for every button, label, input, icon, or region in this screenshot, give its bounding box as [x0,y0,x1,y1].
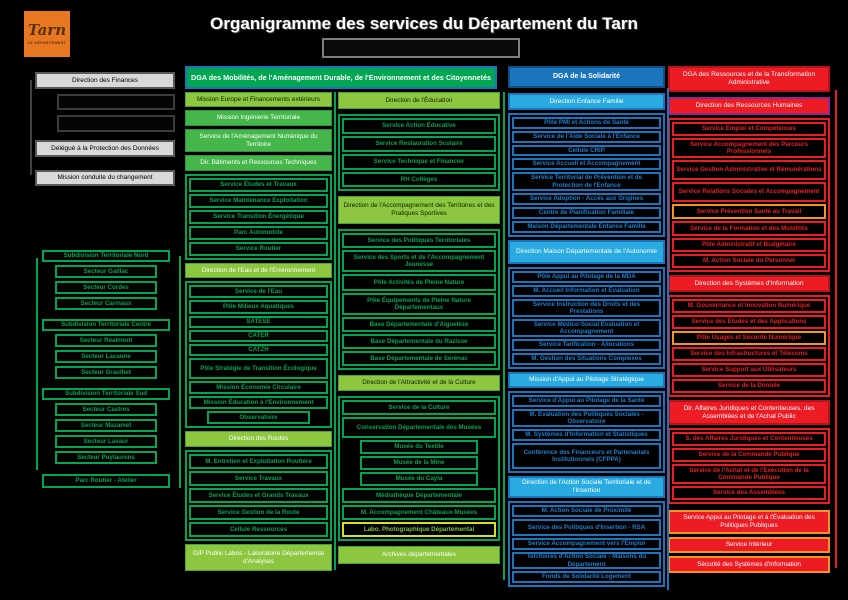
direction-header-box: Direction Enfance Famille [508,93,665,110]
service-box: M. Gouvernance et Innovation Numérique [672,299,826,313]
service-box: Pôle PMI et Actions de Santé [512,117,661,129]
service-box: Maison Départementale Enfance Famille [512,221,661,233]
service-box: Service des Politiques Territoriales [342,233,496,248]
service-box: Service Transition Énergétique [189,210,328,224]
service-box: Service Relations Sociales et Accompagnement [672,182,826,202]
column-mobilites [185,92,332,571]
service-box: Fonds de Solidarité Logement [512,571,661,583]
service-box: Service de l'Aide Sociale à l'Enfance [512,131,661,143]
service-box: Secteur Réalmont [55,334,157,347]
direction-header-box: Mission d'Appui au Pilotage Stratégique [508,372,665,388]
service-box: Secteur Gaillac [55,265,157,278]
service-box: Service Adoption - Accès aux Origines [512,193,661,205]
service-box: Service de l'Achat et de l'Exécution de la Commande Publique [672,464,826,484]
service-box: Service Accompagnement des Parcours Professionnels [672,138,826,158]
service-box: Labo. Photographique Départemental [342,522,496,537]
service-box: Conférence des Financeurs et Partenariats Institutionnels (CFPPA) [512,443,661,469]
service-box: Base Départementale du Razisse [342,334,496,349]
service-group [338,114,500,191]
connector-line [334,92,336,570]
service-box: Service Support aux Utilisateurs [672,363,826,377]
service-box: Subdivision Territoriale Centre [42,319,170,331]
direction-header-box: Service Intérieur [668,537,830,553]
service-box: CATER [189,330,328,342]
service-box: Musée du Cayla [360,472,478,486]
connector-line [36,258,38,470]
service-box: Service Routier [189,242,328,256]
direction-header-box: DGA de la Solidarité [508,66,665,88]
column-education-culture [338,92,500,564]
logo-caption-text: LE DÉPARTEMENT [27,41,67,45]
service-box: Service Études et Travaux [189,178,328,192]
service-box: M. Gestion des Situations Complexes [512,353,661,365]
direction-header-box: GIP Public Labos - Laboratoire Départemental d'Analyses [185,544,332,571]
direction-header-box: Direction des Finances [35,72,175,89]
service-box: Service des Politiques d'Insertion - RSA [512,519,661,536]
service-box: Musée de la Mine [360,456,478,470]
service-box: Mission Ingénierie Territoriale [185,110,332,126]
service-box: Conservation Départementale des Musées [342,417,496,438]
direction-header-box: Direction de l'Eau et de l'Environnement [185,263,332,278]
logo-script-text: Tarn [27,21,67,39]
service-box: Service Action Éducative [342,118,496,134]
service-box: Service Études et Grands Travaux [189,488,328,503]
column-routes-territoires [42,250,170,488]
service-box: Pôle Milieux Aquatiques [189,300,328,314]
service-box: Territoires d'Action Sociale - Maisons du Département [512,552,661,569]
service-box: Pôle Administratif et Budgétaire [672,238,826,252]
service-box: Service de l'Aménagement Numérique du Territoire [185,129,332,152]
service-box: RH Collèges [342,172,496,187]
service-box: Observatoire [207,411,310,424]
service-box: Service Gestion de la Route [189,505,328,520]
direction-header-box: Mission conduite du changement [35,170,175,186]
service-box: Service des Études et des Applications [672,315,826,329]
connector-line [30,80,32,175]
service-box: Service Prévention Santé au Travail [672,204,826,219]
direction-header-box: Mission Europe et Financements extérieurs [185,92,332,107]
service-box: Dir. Bâtiments et Ressources Techniques [185,155,332,171]
service-box: M. Évaluation des Politiques Sociales - Observatoire [512,409,661,427]
service-box [57,94,175,110]
direction-header-box: Délégué à la Protection des Données [35,140,175,157]
service-box: Pôle Stratégie de Transition Écologique [189,358,328,379]
service-box: SATESE [189,316,328,328]
service-box: Service Médico-Social Évaluation et Accompagnement [512,319,661,337]
service-group [185,450,332,541]
service-box: Service de la Commande Publique [672,448,826,462]
service-box: Service Accompagnement vers l'Emploi [512,538,661,550]
service-box: Service de la Formation et des Mobilités [672,221,826,236]
connector-line [835,90,837,568]
service-box: Subdivision Territoriale Nord [42,250,170,262]
page-title: Organigramme des services du Département du Tarn [210,14,638,33]
service-box: Service Territorial de Prévention et de Protection de l'Enfance [512,172,661,191]
service-box [57,115,175,132]
service-box: Service de l'Eau [189,285,328,298]
direction-header-box: Direction des Systèmes d'Information [668,275,830,292]
service-group [668,118,830,272]
service-box: Service Gestion Administrative et Rémunérations [672,160,826,180]
directeur-general-box [322,38,520,58]
direction-header-box: Direction des Ressources Humaines [668,97,830,115]
service-box: Musée du Textile [360,440,478,454]
service-box: Service d'Appui au Pilotage de la Santé [512,395,661,407]
service-group [668,428,830,504]
connector-line [667,88,669,590]
service-box: CATZH [189,344,328,356]
connector-line [179,256,181,488]
direction-header-box: Direction de l'Action Sociale Territoriale et de l'Insertion [508,476,665,498]
service-box: Service des Assemblées [672,486,826,500]
service-box: M. Action Sociale de Proximité [512,505,661,517]
service-box: Secteur Puylaurens [55,451,157,464]
service-box: Secteur Carmaux [55,297,157,310]
service-group [508,391,665,473]
direction-header-box: Direction Maison Départementale de l'Autonomie [508,240,665,264]
service-box: Service des Infrastructures et Télécoms [672,347,826,361]
service-box: Mission Éducation à l'Environnement [189,396,328,409]
service-box: Service Technique et Financier [342,154,496,170]
service-box: Cellule Ressources [189,522,328,537]
service-box: Pôle Activités de Pleine Nature [342,274,496,291]
service-box: Subdivision Territoriale Sud [42,388,170,400]
service-box: Base Départementale d'Aiguelèze [342,317,496,332]
service-box: Mission Économie Circulaire [189,381,328,394]
service-box: Service Tarification - Allocations [512,339,661,351]
service-box: Pôle Usages et Sécurité Numérique [672,331,826,345]
service-group [508,501,665,587]
service-box: Secteur Cordes [55,281,157,294]
service-box: S. des Affaires Juridiques et Contentieuses [672,432,826,446]
service-box: Service de la Donnée [672,379,826,393]
service-group [508,113,665,237]
service-group [338,229,500,370]
connector-line [503,92,505,580]
service-box: M. Entretien et Exploitation Routière [189,454,328,469]
service-box: Service Emploi et Compétences [672,122,826,136]
service-box: M. Accompagnement Châteaux-Musées [342,505,496,520]
service-box: Parc Routier - Atelier [42,474,170,488]
service-group [508,267,665,369]
service-group [185,174,332,260]
service-box: Médiathèque Départementale [342,488,496,503]
service-box: Centre de Planification Familiale [512,207,661,219]
direction-header-box: Service Appui au Pilotage et à l'Évaluation des Politiques Publiques [668,510,830,534]
service-box: Pôle Équipements de Pleine Nature Départementaux [342,293,496,315]
service-box: Secteur Lavaur [55,435,157,448]
dga-mobilites-header: DGA des Mobilités, de l'Aménagement Durable, de l'Environnement et des Citoyennetés [185,66,497,89]
direction-header-box: Dir. Affaires Juridiques et Contentieuses, des Assemblées et de l'Achat Public [668,400,830,425]
service-box: Secteur Lacaune [55,350,157,363]
service-group [185,281,332,428]
service-box: Service des Sports et de l'Accompagnement Jeunesse [342,250,496,272]
service-box: M. Systèmes d'Information et Statistiques [512,429,661,441]
direction-header-box: Archives départementales [338,546,500,564]
column-solidarite [508,66,665,587]
direction-header-box: Direction de l'Éducation [338,92,500,109]
service-group [668,295,830,397]
service-box: Service Restauration Scolaire [342,136,496,152]
service-box: Cellule CRIP [512,145,661,156]
service-box: Base Départementale de Sérénac [342,351,496,366]
service-box: Service Instruction des Droits et des Prestations [512,299,661,317]
service-box: Parc Automobile [189,226,328,240]
direction-header-box: Direction de l'Attractivité et de la Culture [338,375,500,391]
direction-header-box: Direction des Routes [185,431,332,447]
service-box: Secteur Castres [55,403,157,416]
service-group [338,396,500,541]
direction-header-box: Sécurité des Systèmes d'Information [668,556,830,573]
service-box: M. Action Sociale du Personnel [672,254,826,268]
service-box: M. Accueil Information et Évaluation [512,285,661,297]
service-box: Pôle Appui au Pilotage de la MDA [512,271,661,283]
service-box: Service de la Culture [342,400,496,415]
service-box: Secteur Graulhet [55,366,157,379]
direction-header-box: Direction de l'Accompagnement des Territoires et des Pratiques Sportives [338,196,500,224]
column-ressources [668,66,830,573]
service-box: Service Accueil et Accompagnement [512,158,661,170]
service-box: Service Maintenance Exploitation [189,194,328,208]
service-box: Secteur Mazamet [55,419,157,432]
service-box: Service Travaux [189,471,328,486]
direction-header-box: DGA des Ressources et de la Transformation Administrative [668,66,830,92]
column-left-admin [35,72,175,186]
